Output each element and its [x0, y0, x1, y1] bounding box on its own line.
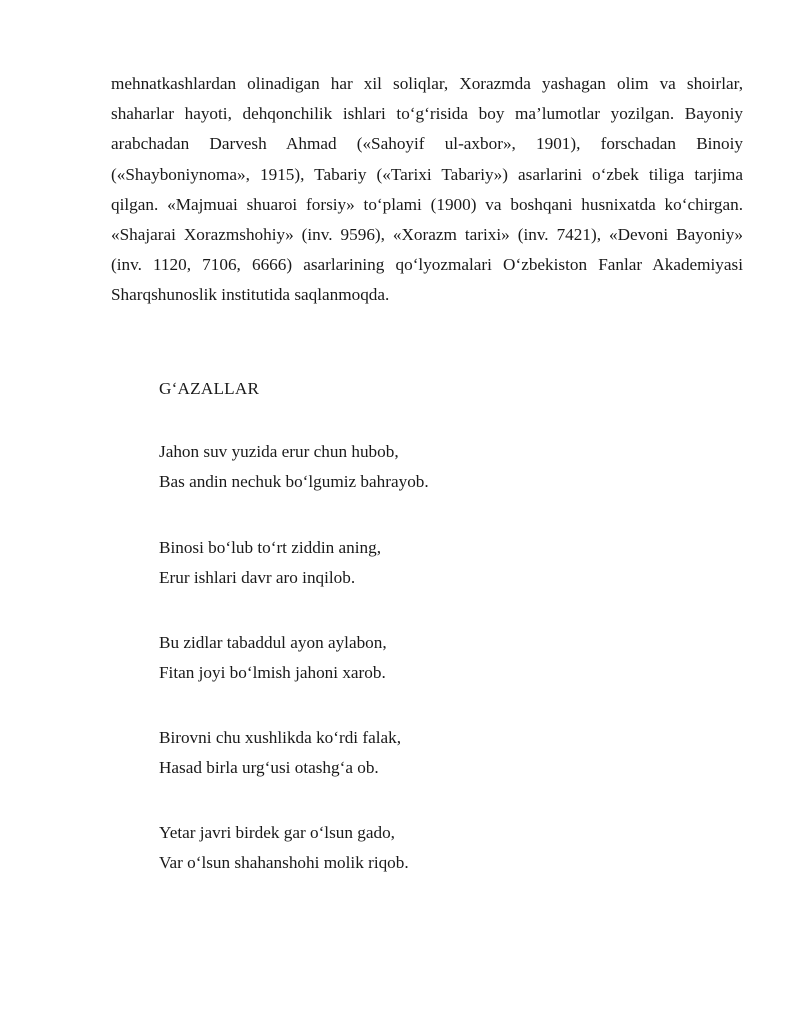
- verse-line: Hasad birla urg‘usi otashg‘a ob.: [159, 758, 379, 777]
- verse-line: Erur ishlari davr aro inqilob.: [159, 568, 356, 587]
- paragraph-sentence: Bayoniy arabchadan Darvesh Ahmad («Sahoyif ul-axbor», 1901), forschadan Binoiy («Shayboniynoma», 1915), Tabariy («Tarixi Tabariy») asarlarini o‘zbek tiliga tarjima qilgan.: [111, 104, 743, 214]
- poem-stanza: [159, 628, 387, 688]
- poem-stanza: [159, 818, 409, 878]
- paragraph-sentence: «Majmuai shuaroi forsiy» to‘plami (1900) va boshqani husnixatda ko‘chirgan.: [167, 194, 743, 214]
- poem-stanza: [159, 533, 381, 593]
- verse-line: Binosi bo‘lub to‘rt ziddin aning,: [159, 538, 381, 557]
- poem-stanza: [159, 437, 429, 497]
- paragraph-sentence: mehnatkashlardan olinadigan har xil soliqlar, Xorazmda yashagan olim va shoirlar, shaharlar hayoti, dehqonchilik ishlari to‘g‘risida boy ma’lumotlar yozilgan.: [111, 74, 743, 124]
- verse-line: Bu zidlar tabaddul ayon aylabon,: [159, 633, 387, 652]
- verse-line: Bas andin nechuk bo‘lgumiz bahrayob.: [159, 472, 429, 491]
- poem-stanza: [159, 723, 401, 783]
- verse-line: Birovni chu xushlikda ko‘rdi falak,: [159, 728, 402, 747]
- paragraph-sentence: «Shajarai Xorazmshohiy» (inv. 9596), «Xorazm tarixi» (inv. 7421), «Devoni Bayoniy» (inv. 1120, 7106, 6666) asarlarining qo‘lyozmalari O‘zbekiston Fanlar Akademiyasi Sharqshunoslik institutida saqlanmoqda.: [111, 225, 743, 305]
- verse-line: Var o‘lsun shahanshohi molik riqob.: [159, 853, 409, 872]
- verse-line: Yetar javri birdek gar o‘lsun gado,: [159, 823, 395, 842]
- verse-line: Fitan joyi bo‘lmish jahoni xarob.: [159, 663, 386, 682]
- intro-paragraph: [111, 69, 743, 311]
- section-heading: G‘AZALLAR: [159, 379, 260, 398]
- verse-line: Jahon suv yuzida erur chun hubob,: [159, 442, 399, 461]
